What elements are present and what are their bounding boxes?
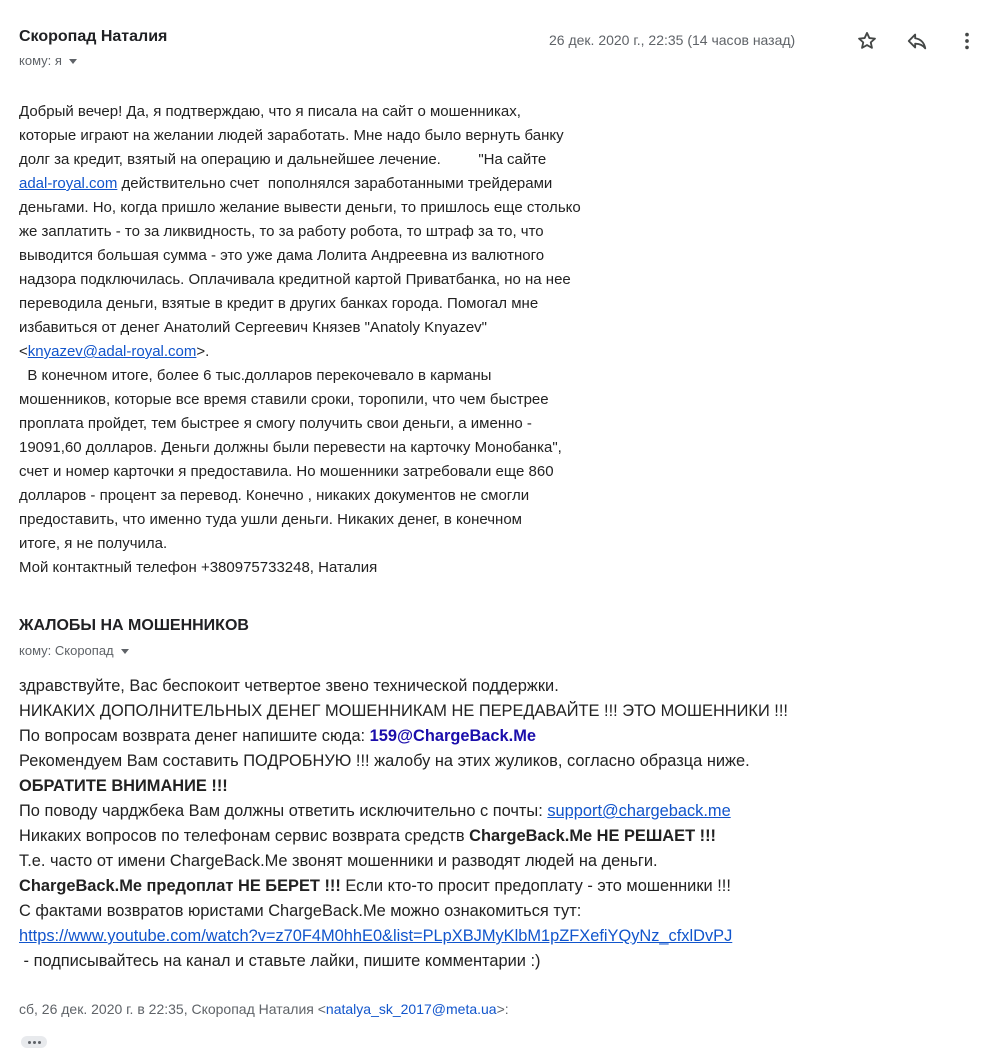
- show-trimmed-content-button[interactable]: [21, 1036, 47, 1048]
- body-line: НИКАКИХ ДОПОЛНИТЕЛЬНЫХ ДЕНЕГ МОШЕННИКАМ НЕ ПЕРЕДАВАЙТЕ !!! ЭТО МОШЕННИКИ !!!: [19, 702, 788, 720]
- body-line: мошенников, которые все время ставили сроки, торопили, что чем быстрее: [19, 391, 549, 408]
- sender-name[interactable]: Скоропад Наталия: [19, 28, 168, 45]
- quote-prefix: сб, 26 дек. 2020 г. в 22:35, Скоропад Наталия <: [19, 1001, 326, 1017]
- body-line: С фактами возвратов юристами ChargeBack.Me можно ознакомиться тут:: [19, 902, 582, 920]
- body-line: [19, 924, 788, 949]
- body-bold-text: ChargeBack.Me НЕ РЕШАЕТ !!!: [469, 827, 717, 845]
- body-line: избавиться от денег Анатолий Сергеевич Князев "Anatoly Knyazev": [19, 319, 487, 336]
- quoted-header: [19, 1001, 509, 1017]
- body-line: - подписывайтесь на канал и ставьте лайки, пишите комментарии :): [19, 952, 541, 970]
- body-text: >.: [196, 343, 210, 360]
- body-line: [19, 724, 788, 749]
- youtube-link[interactable]: https://www.youtube.com/watch?v=z70F4M0hhE0&list=PLpXBJMyKlbM1pZFXefiYQyNz_cfxlDvPJ: [19, 927, 733, 945]
- body-line: надзора подключилась. Оплачивала кредитной картой Приватбанка, но на нее: [19, 271, 571, 288]
- body-line: долларов - процент за перевод. Конечно , никаких документов не смогли: [19, 487, 530, 504]
- email-link[interactable]: knyazev@adal-royal.com: [27, 343, 197, 360]
- body-line: выводится большая сумма - это уже дама Лолита Андреевна из валютного: [19, 247, 545, 264]
- contact-email: 159@ChargeBack.Me: [369, 727, 536, 745]
- body-line: здравствуйте, Вас беспокоит четвертое звено технической поддержки.: [19, 677, 559, 695]
- recipient-label: кому: Скоропад: [19, 643, 114, 658]
- star-outline-icon: [856, 30, 878, 52]
- body-line: Добрый вечер! Да, я подтверждаю, что я писала на сайт о мошенниках,: [19, 103, 521, 120]
- reply-button[interactable]: [905, 29, 929, 53]
- recipient-dropdown[interactable]: [19, 53, 77, 68]
- body-line: переводила деньги, взятые в кредит в других банках города. Помогал мне: [19, 295, 539, 312]
- message-body: [19, 100, 581, 580]
- support-email-link[interactable]: support@chargeback.me: [547, 802, 731, 820]
- star-button[interactable]: [855, 29, 879, 53]
- dot-icon: [38, 1041, 41, 1044]
- body-line: деньгами. Но, когда пришло желание вывести деньги, то пришлось еще столько: [19, 199, 581, 216]
- reply-icon: [906, 30, 928, 52]
- body-line: Мой контактный телефон +380975733248, Наталия: [19, 559, 378, 576]
- recipient-label: кому: я: [19, 53, 62, 68]
- body-line: [19, 874, 788, 899]
- body-line: предоставить, что именно туда ушли деньги. Никаких денег, в конечном: [19, 511, 522, 528]
- quoted-email-link[interactable]: natalya_sk_2017@meta.ua: [325, 1001, 497, 1017]
- more-vert-icon: [956, 30, 978, 52]
- dot-icon: [28, 1041, 31, 1044]
- body-text: По поводу чарджбека Вам должны ответить исключительно с почты:: [19, 802, 548, 820]
- body-line: долг за кредит, взятый на операцию и дальнейшее лечение. "На сайте: [19, 151, 547, 168]
- body-line: [19, 799, 788, 824]
- body-line: итоге, я не получила.: [19, 535, 168, 552]
- body-line: 19091,60 долларов. Деньги должны были перевести на карточку Монобанка",: [19, 439, 562, 456]
- sender-name[interactable]: ЖАЛОБЫ НА МОШЕННИКОВ: [19, 617, 249, 634]
- message-date: 26 дек. 2020 г., 22:35 (14 часов назад): [549, 32, 796, 48]
- body-text: Никаких вопросов по телефонам сервис возврата средств: [19, 827, 470, 845]
- body-text: действительно счет пополнялся заработанными трейдерами: [117, 175, 553, 192]
- body-line: Рекомендуем Вам составить ПОДРОБНУЮ !!! жалобу на этих жуликов, согласно образца ниже.: [19, 752, 750, 770]
- body-text: По вопросам возврата денег напишите сюда:: [19, 727, 370, 745]
- body-bold-text: ChargeBack.Me предоплат НЕ БЕРЕТ !!!: [19, 877, 341, 895]
- chevron-down-icon: [69, 59, 77, 64]
- body-line: которые играют на желании людей заработать. Мне надо было вернуть банку: [19, 127, 564, 144]
- recipient-dropdown[interactable]: [19, 643, 129, 658]
- body-line: ОБРАТИТЕ ВНИМАНИЕ !!!: [19, 777, 228, 795]
- message-body: [19, 674, 788, 974]
- body-line: счет и номер карточки я предоставила. Но мошенники затребовали еще 860: [19, 463, 554, 480]
- body-line: же заплатить - то за ликвидность, то за работу робота, то штраф за то, что: [19, 223, 544, 240]
- quote-suffix: >:: [496, 1001, 509, 1017]
- body-line: Т.е. часто от имени ChargeBack.Me звонят мошенники и разводят людей на деньги.: [19, 852, 658, 870]
- body-line: проплата пройдет, тем быстрее я смогу получить свои деньги, а именно -: [19, 415, 532, 432]
- body-line: В конечном итоге, более 6 тыс.долларов перекочевало в карманы: [19, 367, 492, 384]
- more-options-button[interactable]: [955, 29, 979, 53]
- chevron-down-icon: [121, 649, 129, 654]
- body-line: [19, 824, 788, 849]
- body-text: Если кто-то просит предоплату - это мошенники !!!: [340, 877, 731, 895]
- body-text: <: [19, 343, 28, 360]
- dot-icon: [33, 1041, 36, 1044]
- body-line: [19, 340, 581, 364]
- site-link[interactable]: adal-royal.com: [19, 175, 118, 192]
- body-line: [19, 172, 581, 196]
